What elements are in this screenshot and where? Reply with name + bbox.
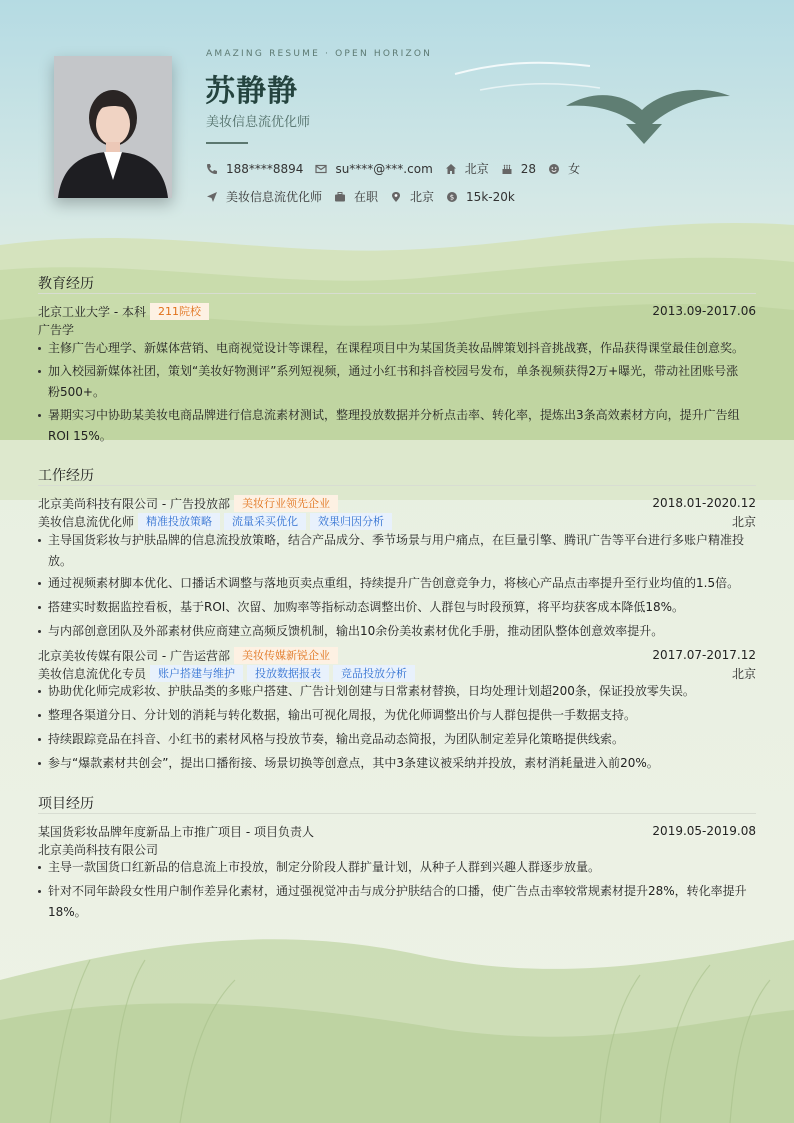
salary-text: 15k-20k bbox=[466, 189, 515, 204]
email-info bbox=[315, 162, 432, 176]
gender-text: 女 bbox=[568, 162, 581, 176]
gender-icon bbox=[548, 163, 560, 175]
education-bullet: 主修广告心理学、新媒体营销、电商视觉设计等课程，在课程项目中为某国货美妆品牌策划抖音挑战赛，作品获得课堂最佳创意奖。 bbox=[38, 338, 750, 359]
school-tag: 211院校 bbox=[150, 303, 209, 320]
section-title-work: 工作经历 bbox=[38, 468, 94, 484]
send-icon bbox=[206, 191, 218, 203]
project-bullet: 主导一款国货口红新品的信息流上市投放，制定分阶段人群扩量计划，从种子人群到兴趣人群逐步放量。 bbox=[38, 857, 750, 878]
job-bullet: 整理各渠道分日、分计划的消耗与转化数据，输出可视化周报，为优化师调整出价与人群包提供一手数据支持。 bbox=[38, 705, 750, 726]
phone-info bbox=[206, 162, 303, 176]
phone-icon bbox=[206, 163, 218, 175]
mail-icon bbox=[315, 163, 327, 175]
job-bullet: 参与“爆款素材共创会”，提出口播衔接、场景切换等创意点，其中3条建议被采纳并投放，素材消耗量进入前20%。 bbox=[38, 753, 750, 774]
job-bullet: 主导国货彩妆与护肤品牌的信息流投放策略，结合产品成分、季节场景与用户痛点，在巨量引擎、腾讯广告等平台进行多账户精准投放。 bbox=[38, 530, 750, 572]
skill-tag: 投放数据报表 bbox=[247, 665, 329, 682]
job-status-info bbox=[334, 188, 378, 205]
job-role-line bbox=[38, 664, 756, 682]
project-date: 2019.05-2019.08 bbox=[652, 824, 756, 838]
money-icon bbox=[446, 191, 458, 203]
hometown-text: 北京 bbox=[464, 162, 489, 176]
job-role-line bbox=[38, 512, 756, 530]
age-info bbox=[501, 162, 536, 176]
salary-info bbox=[446, 190, 515, 204]
hometown-info bbox=[445, 160, 489, 177]
svg-text:$: $ bbox=[449, 193, 455, 202]
job-city: 北京 bbox=[731, 666, 756, 681]
contact-info-row bbox=[206, 160, 592, 177]
section-divider bbox=[38, 293, 756, 294]
intent-position-info bbox=[206, 188, 322, 205]
company-name: 北京美妆传媒有限公司 - 广告运营部 bbox=[38, 648, 230, 663]
candidate-title: 美妆信息流优化师 bbox=[206, 115, 311, 130]
intent-city-text: 北京 bbox=[410, 190, 435, 204]
project-header bbox=[38, 822, 756, 840]
candidate-name: 苏静静 bbox=[205, 74, 298, 109]
section-title-education: 教育经历 bbox=[38, 276, 94, 292]
education-bullet: 加入校园新媒体社团，策划“美妆好物测评”系列短视频，通过小红书和抖音校园号发布，单条视频获得2万+曝光，带动社团账号涨粉500+。 bbox=[38, 361, 750, 403]
project-company: 北京美尚科技有限公司 bbox=[38, 842, 159, 857]
section-title-projects: 项目经历 bbox=[38, 796, 94, 812]
job-bullet: 协助优化师完成彩妆、护肤品类的多账户搭建、广告计划创建与日常素材替换，日均处理计划超200条，保证投放零失误。 bbox=[38, 681, 750, 702]
job-role: 美妆信息流优化师 bbox=[38, 514, 135, 529]
job-date: 2017.07-2017.12 bbox=[652, 648, 756, 662]
intent-position-text: 美妆信息流优化师 bbox=[226, 190, 323, 204]
home-icon bbox=[445, 163, 457, 175]
job-intent-row bbox=[206, 188, 527, 205]
job-header bbox=[38, 646, 756, 664]
skill-tag: 效果归因分析 bbox=[310, 513, 392, 530]
cake-icon bbox=[501, 163, 513, 175]
section-divider bbox=[38, 813, 756, 814]
header-divider bbox=[206, 142, 248, 144]
school-name: 北京工业大学 - 本科 bbox=[38, 304, 146, 319]
company-name: 北京美尚科技有限公司 - 广告投放部 bbox=[38, 496, 230, 511]
section-divider bbox=[38, 485, 756, 486]
project-name: 某国货彩妆品牌年度新品上市推广项目 - 项目负责人 bbox=[38, 824, 314, 839]
job-bullet: 通过视频素材脚本优化、口播话术调整与落地页卖点重组，持续提升广告创意竞争力，将核心产品点击率提升至行业均值的1.5倍。 bbox=[38, 573, 750, 594]
briefcase-icon bbox=[334, 191, 346, 203]
profile-photo bbox=[54, 56, 172, 198]
project-bullet: 针对不同年龄段女性用户制作差异化素材，通过强视觉冲击与成分护肤结合的口播，使广告点击率较常规素材提升28%，转化率提升18%。 bbox=[38, 881, 750, 923]
job-date: 2018.01-2020.12 bbox=[652, 496, 756, 510]
skill-tag: 账户搭建与维护 bbox=[150, 665, 243, 682]
email-text: su****@***.com bbox=[335, 161, 433, 176]
job-status-text: 在职 bbox=[354, 190, 379, 204]
skill-tag: 竞品投放分析 bbox=[333, 665, 415, 682]
gender-info bbox=[548, 160, 580, 177]
project-company-line bbox=[38, 840, 756, 858]
age-text: 28 bbox=[520, 161, 537, 176]
major-name: 广告学 bbox=[38, 322, 75, 337]
skill-tag: 流量采买优化 bbox=[224, 513, 306, 530]
location-pin-icon bbox=[390, 191, 402, 203]
education-bullet: 暑期实习中协助某美妆电商品牌进行信息流素材测试，整理投放数据并分析点击率、转化率，提炼出3条高效素材方向，提升广告组ROI 15%。 bbox=[38, 405, 750, 447]
job-role: 美妆信息流优化专员 bbox=[38, 666, 147, 681]
company-tag: 美妆传媒新锐企业 bbox=[234, 647, 338, 664]
phone-text: 188****8894 bbox=[226, 161, 304, 176]
portrait-avatar bbox=[54, 56, 172, 198]
job-bullet: 持续跟踪竞品在抖音、小红书的素材风格与投放节奏，输出竞品动态简报，为团队制定差异化策略提供线索。 bbox=[38, 729, 750, 750]
skill-tag: 精准投放策略 bbox=[138, 513, 220, 530]
job-bullet: 搭建实时数据监控看板，基于ROI、次留、加购率等指标动态调整出价、人群包与时段预算，将平均获客成本降低18%。 bbox=[38, 597, 750, 618]
education-date: 2013.09-2017.06 bbox=[652, 304, 756, 318]
job-city: 北京 bbox=[731, 514, 756, 529]
intent-city-info bbox=[390, 188, 434, 205]
job-header bbox=[38, 494, 756, 512]
education-major-line bbox=[38, 320, 756, 338]
resume-brand-text: AMAZING RESUME · OPEN HORIZON bbox=[206, 49, 433, 59]
job-bullet: 与内部创意团队及外部素材供应商建立高频反馈机制，输出10余份美妆素材优化手册，推动团队整体创意效率提升。 bbox=[38, 621, 750, 642]
company-tag: 美妆行业领先企业 bbox=[234, 495, 338, 512]
education-header bbox=[38, 302, 756, 320]
